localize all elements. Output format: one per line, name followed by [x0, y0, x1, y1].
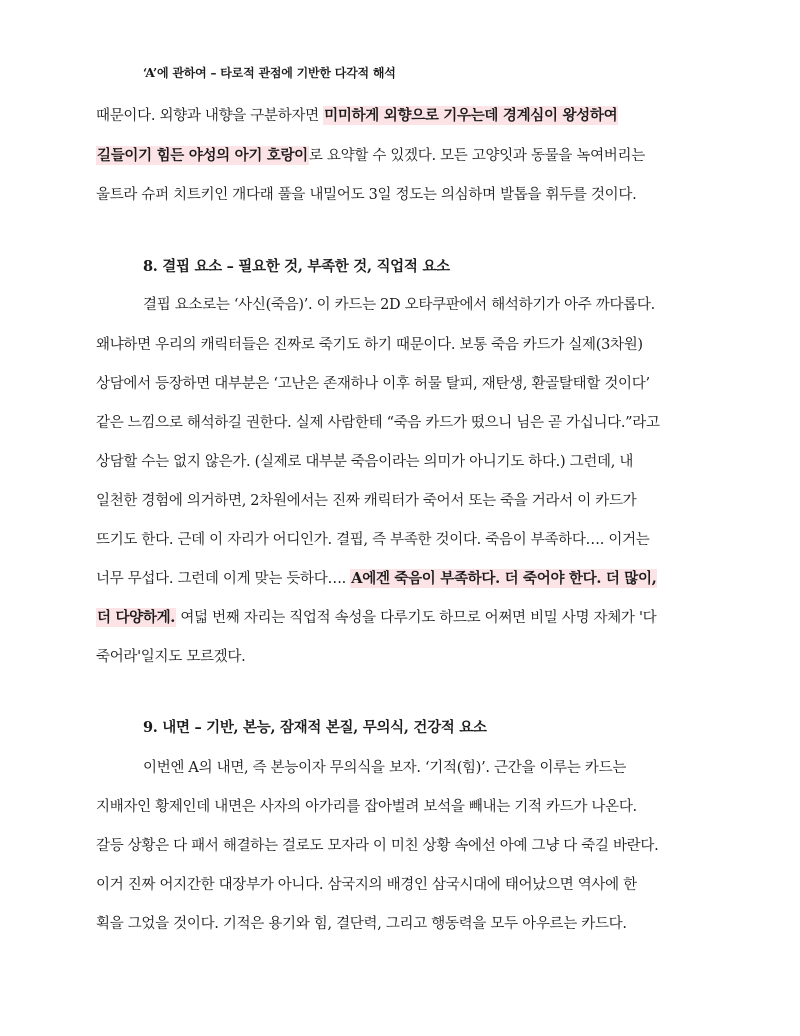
paragraph-line: 같은 느낌으로 해석하길 권한다. 실제 사람한테 “죽음 카드가 떴으니 님은 곧 가십니다.”라고: [96, 415, 660, 431]
paragraph-line: 일천한 경험에 의거하면, 2차원에서는 진짜 캐릭터가 죽어서 또는 죽을 거라서 이 카드가: [96, 493, 637, 509]
paragraph-line: [96, 104, 618, 128]
highlighted-text: 길들이기 힘든 야성의 아기 호랑이: [97, 147, 308, 164]
paragraph-line: 상담에서 등장하면 대부분은 ‘고난은 존재하나 이후 허물 탈피, 재탄생, 환골탈태할 것이다’: [96, 376, 650, 392]
running-header: ‘A’에 관하여 – 타로적 관점에 기반한 다각적 해석: [143, 66, 396, 80]
paragraph-line: 지배자인 황제인데 내면은 사자의 아가리를 잡아벌려 보석을 빼내는 기적 카드가 나온다.: [96, 799, 637, 815]
text-span: 때문이다. 외향과 내향을 구분하자면: [96, 108, 324, 124]
section-heading: 9. 내면 – 기반, 본능, 잠재적 본질, 무의식, 건강적 요소: [143, 719, 487, 736]
paragraph-line: 뜨기도 한다. 근데 이 자리가 어디인가. 결핍, 즉 부족한 것이다. 죽음이 부족하다…. 이거는: [96, 532, 650, 548]
highlighted-text: A에겐 죽음이 부족하다. 더 죽어야 한다. 더 많이,: [351, 570, 657, 587]
paragraph-line: 획을 그었을 것이다. 기적은 용기와 힘, 결단력, 그리고 행동력을 모두 아우르는 카드다.: [96, 916, 627, 932]
paragraph-line: 울트라 슈퍼 치트키인 개다래 풀을 내밀어도 3일 정도는 의심하며 발톱을 휘두를 것이다.: [96, 187, 637, 203]
paragraph-line: [96, 567, 657, 591]
paragraph-line: 죽어라'일지도 모르겠다.: [96, 649, 246, 665]
text-span: 여덟 번째 자리는 직업적 속성을 다루기도 하므로 어쩌면 비밀 사명 자체가 '다: [176, 610, 657, 626]
paragraph-line: 결핍 요소로는 ‘사신(죽음)’. 이 카드는 2D 오타쿠판에서 해석하기가 아주 까다롭다.: [143, 297, 655, 313]
paragraph-line: 상담할 수는 없지 않은가. (실제로 대부분 죽음이라는 의미가 아니기도 하다.) 그런데, 내: [96, 454, 634, 470]
paragraph-line: [96, 144, 645, 168]
section-heading: 8. 결핍 요소 – 필요한 것, 부족한 것, 직업적 요소: [143, 258, 450, 275]
paragraph-line: 왜냐하면 우리의 캐릭터들은 진짜로 죽기도 하기 때문이다. 보통 죽음 카드가 실제(3차원): [96, 337, 643, 353]
text-span: 로 요약할 수 있겠다. 모든 고양잇과 동물을 녹여버리는: [308, 148, 645, 164]
highlighted-text: 미미하게 외향으로 기우는데 경계심이 왕성하여: [324, 107, 618, 124]
paragraph-line: 갈등 상황은 다 패서 해결하는 걸로도 모자라 이 미친 상황 속에선 아예 그냥 다 죽길 바란다.: [96, 838, 659, 854]
paragraph-line: 이거 진짜 어지간한 대장부가 아니다. 삼국지의 배경인 삼국시대에 태어났으면 역사에 한: [96, 877, 637, 893]
text-span: 너무 무섭다. 그런데 이게 맞는 듯하다….: [96, 571, 351, 587]
paragraph-line: 이번엔 A의 내면, 즉 본능이자 무의식을 보자. ‘기적(힘)’. 근간을 이루는 카드는: [143, 760, 627, 776]
paragraph-line: [96, 606, 656, 630]
highlighted-text: 더 다양하게.: [97, 609, 176, 626]
